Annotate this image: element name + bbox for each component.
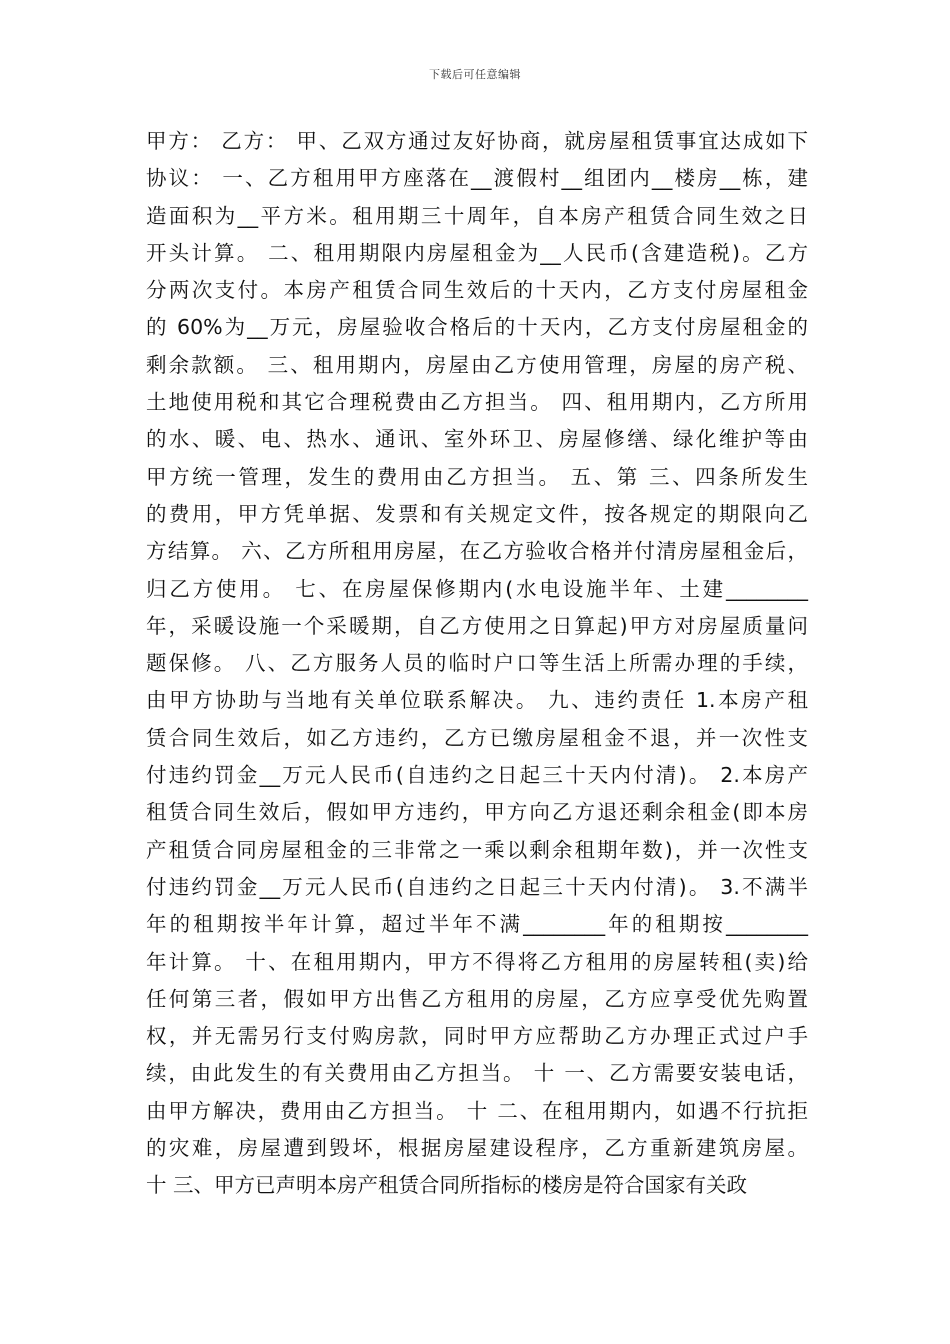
body-line: 年的租期按半年计算，超过半年不满________年的租期按________: [146, 912, 808, 937]
body-line: 付违约罚金__万元人民币(自违约之日起三十天内付清)。 2.本房产: [146, 763, 808, 788]
body-line: 十 三、甲方已声明本房产租赁合同所指标的楼房是符合国家有关政: [146, 1173, 748, 1198]
body-line: 由甲方解决，费用由乙方担当。 十 二、在租用期内，如遇不行抗拒: [146, 1098, 808, 1123]
body-line: 的水、暖、电、热水、通讯、室外环卫、房屋修缮、绿化维护等由: [146, 427, 808, 452]
body-line: 由甲方协助与当地有关单位联系解决。 九、违约责任 1.本房产租: [146, 688, 808, 713]
body-line: 协议： 一、乙方租用甲方座落在__渡假村__组团内__楼房__栋，建: [146, 166, 808, 191]
body-line: 续，由此发生的有关费用由乙方担当。 十 一、乙方需要安装电话，: [146, 1061, 808, 1086]
body-line: 开头计算。 二、租用期限内房屋租金为__人民币(含建造税)。乙方: [146, 240, 808, 265]
contract-body-text: [146, 123, 808, 1205]
body-line: 权，并无需另行支付购房款，同时甲方应帮助乙方办理正式过户手: [146, 1024, 808, 1049]
body-line: 赁合同生效后，如乙方违约，乙方已缴房屋租金不退，并一次性支: [146, 725, 808, 750]
body-line: 分两次支付。本房产租赁合同生效后的十天内，乙方支付房屋租金: [146, 278, 808, 303]
body-line: 年计算。 十、在租用期内，甲方不得将乙方租用的房屋转租(卖)给: [146, 949, 808, 974]
body-line: 造面积为__平方米。租用期三十周年，自本房产租赁合同生效之日: [146, 203, 808, 228]
body-line: 归乙方使用。 七、在房屋保修期内(水电设施半年、土建________: [146, 576, 808, 601]
page-header: 下载后可任意编辑: [429, 68, 521, 81]
body-line: 甲方： 乙方： 甲、乙双方通过友好协商，就房屋租赁事宜达成如下: [146, 129, 808, 153]
body-line: 的灾难，房屋遭到毁坏，根据房屋建设程序，乙方重新建筑房屋。: [146, 1136, 808, 1161]
body-line: 的费用，甲方凭单据、发票和有关规定文件，按各规定的期限向乙: [146, 501, 808, 526]
body-line: 年，采暖设施一个采暖期，自乙方使用之日算起)甲方对房屋质量问: [146, 613, 808, 638]
body-line: 的 60%为__万元，房屋验收合格后的十天内，乙方支付房屋租金的: [146, 315, 808, 340]
body-line: 任何第三者，假如甲方出售乙方租用的房屋，乙方应享受优先购置: [146, 986, 808, 1011]
body-line: 租赁合同生效后，假如甲方违约，甲方向乙方退还剩余租金(即本房: [146, 800, 808, 825]
body-line: 土地使用税和其它合理税费由乙方担当。 四、租用期内，乙方所用: [146, 390, 808, 415]
body-line: 付违约罚金__万元人民币(自违约之日起三十天内付清)。 3.不满半: [146, 874, 808, 899]
body-line: 方结算。 六、乙方所租用房屋，在乙方验收合格并付清房屋租金后，: [146, 539, 808, 564]
body-line: 题保修。 八、乙方服务人员的临时户口等生活上所需办理的手续，: [146, 651, 808, 676]
body-line: 甲方统一管理，发生的费用由乙方担当。 五、第 三、四条所发生: [146, 464, 808, 489]
body-line: 剩余款额。 三、租用期内，房屋由乙方使用管理，房屋的房产税、: [146, 352, 808, 377]
body-line: 产租赁合同房屋租金的三非常之一乘以剩余租期年数)，并一次性支: [146, 837, 808, 862]
